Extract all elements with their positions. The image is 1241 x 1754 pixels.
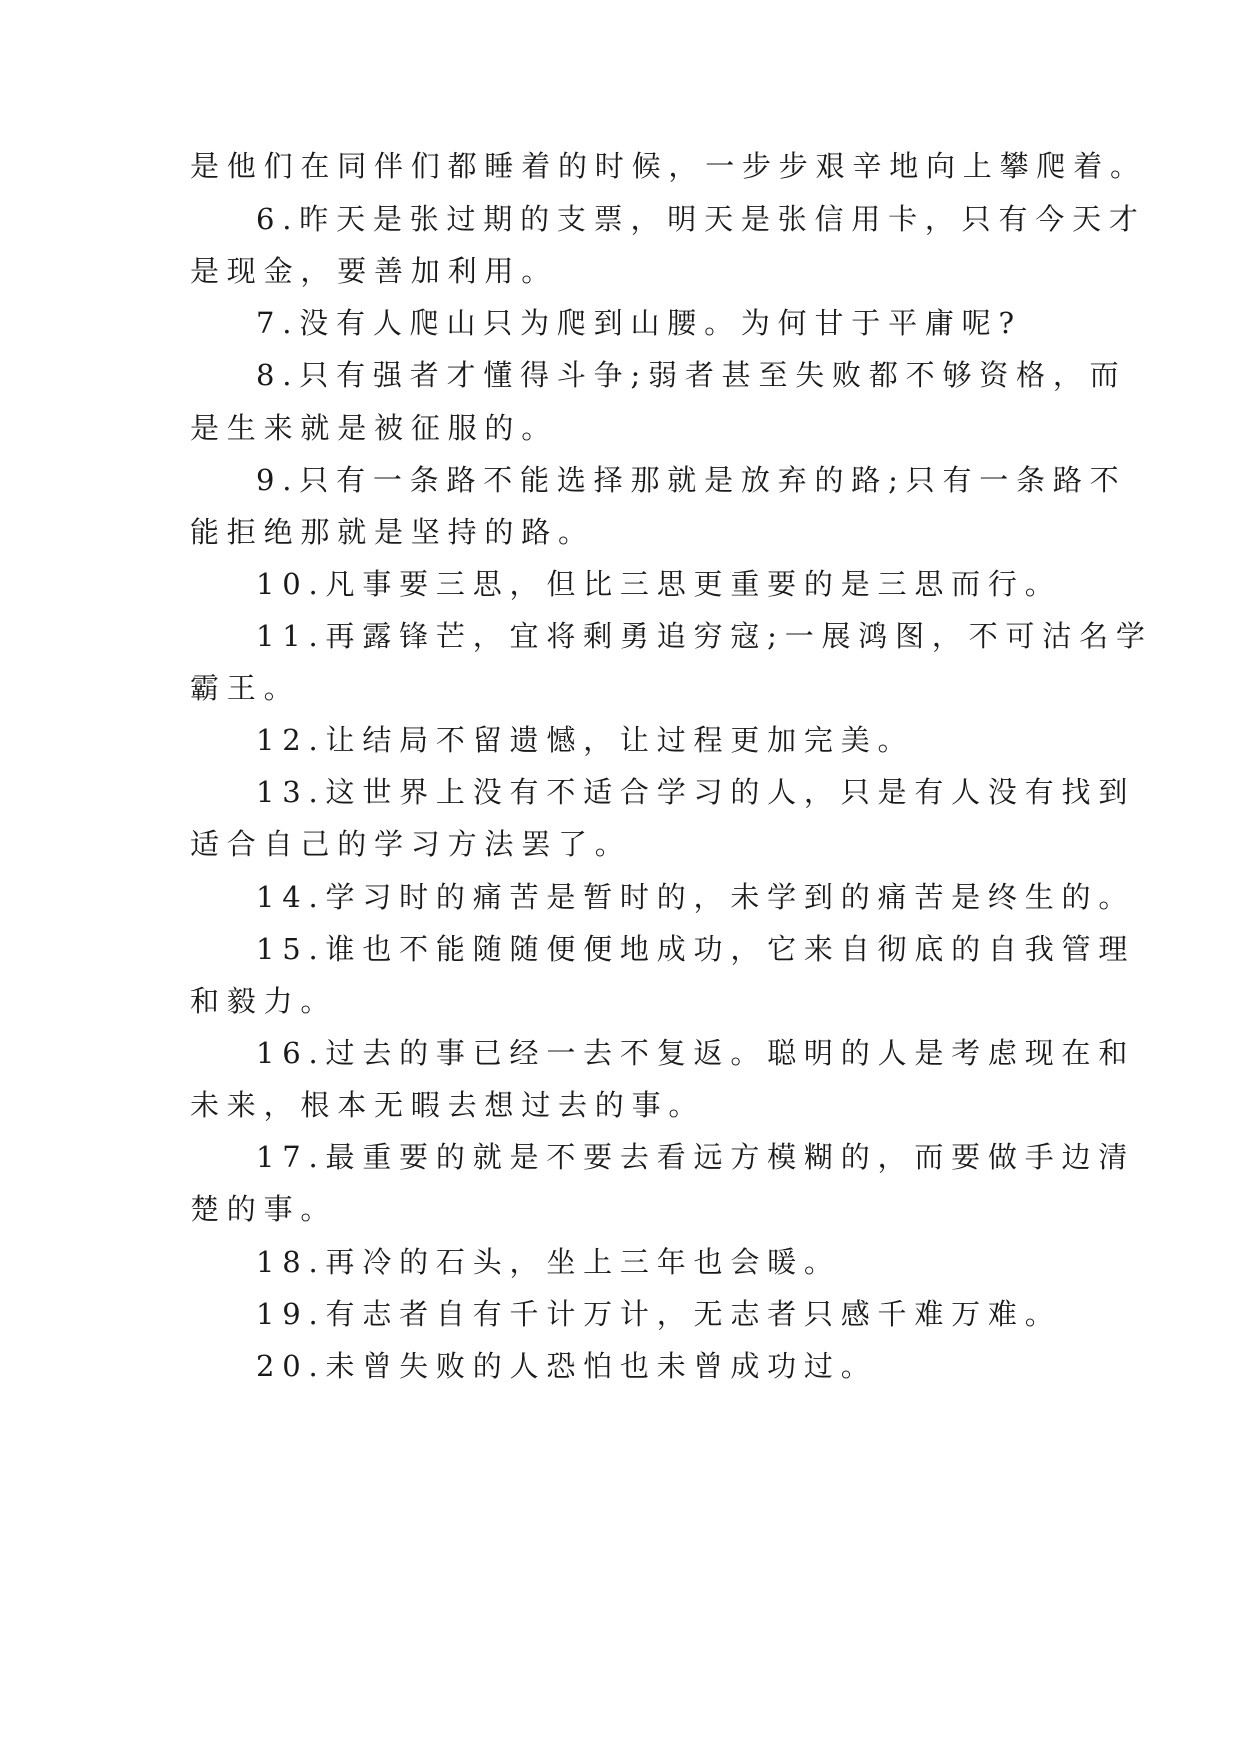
text-line: 17.最重要的就是不要去看远方模糊的，而要做手边清 <box>256 1140 1136 1174</box>
text-line: 是生来就是被征服的。 <box>190 411 559 445</box>
text-line: 15.谁也不能随随便便地成功，它来自彻底的自我管理 <box>256 932 1136 966</box>
text-line: 8.只有强者才懂得斗争;弱者甚至失败都不够资格，而 <box>256 358 1127 392</box>
text-line: 10.凡事要三思，但比三思更重要的是三思而行。 <box>256 567 1062 601</box>
text-line: 是他们在同伴们都睡着的时候，一步步艰辛地向上攀爬着。 <box>190 149 1147 183</box>
text-line: 9.只有一条路不能选择那就是放弃的路;只有一条路不 <box>256 463 1127 497</box>
text-line: 14.学习时的痛苦是暂时的，未学到的痛苦是终生的。 <box>256 880 1136 914</box>
text-line: 楚的事。 <box>190 1192 338 1226</box>
text-line: 12.让结局不留遗憾，让过程更加完美。 <box>256 723 915 757</box>
text-line: 20.未曾失败的人恐怕也未曾成功过。 <box>256 1349 878 1383</box>
text-line: 13.这世界上没有不适合学习的人，只是有人没有找到 <box>256 775 1136 809</box>
text-line: 19.有志者自有千计万计，无志者只感千难万难。 <box>256 1297 1062 1331</box>
text-line: 11.再露锋芒，宜将剩勇追穷寇;一展鸿图，不可沽名学 <box>256 619 1153 653</box>
text-line: 是现金，要善加利用。 <box>190 254 559 288</box>
text-line: 适合自己的学习方法罢了。 <box>190 827 632 861</box>
text-line: 霸王。 <box>190 671 301 705</box>
text-line: 16.过去的事已经一去不复返。聪明的人是考虑现在和 <box>256 1036 1136 1070</box>
text-line: 18.再冷的石头，坐上三年也会暖。 <box>256 1245 841 1279</box>
text-line: 和毅力。 <box>190 984 338 1018</box>
text-line: 未来，根本无暇去想过去的事。 <box>190 1088 706 1122</box>
text-line: 7.没有人爬山只为爬到山腰。为何甘于平庸呢? <box>256 306 1022 340</box>
text-line: 能拒绝那就是坚持的路。 <box>190 515 595 549</box>
text-line: 6.昨天是张过期的支票，明天是张信用卡，只有今天才 <box>256 202 1146 236</box>
